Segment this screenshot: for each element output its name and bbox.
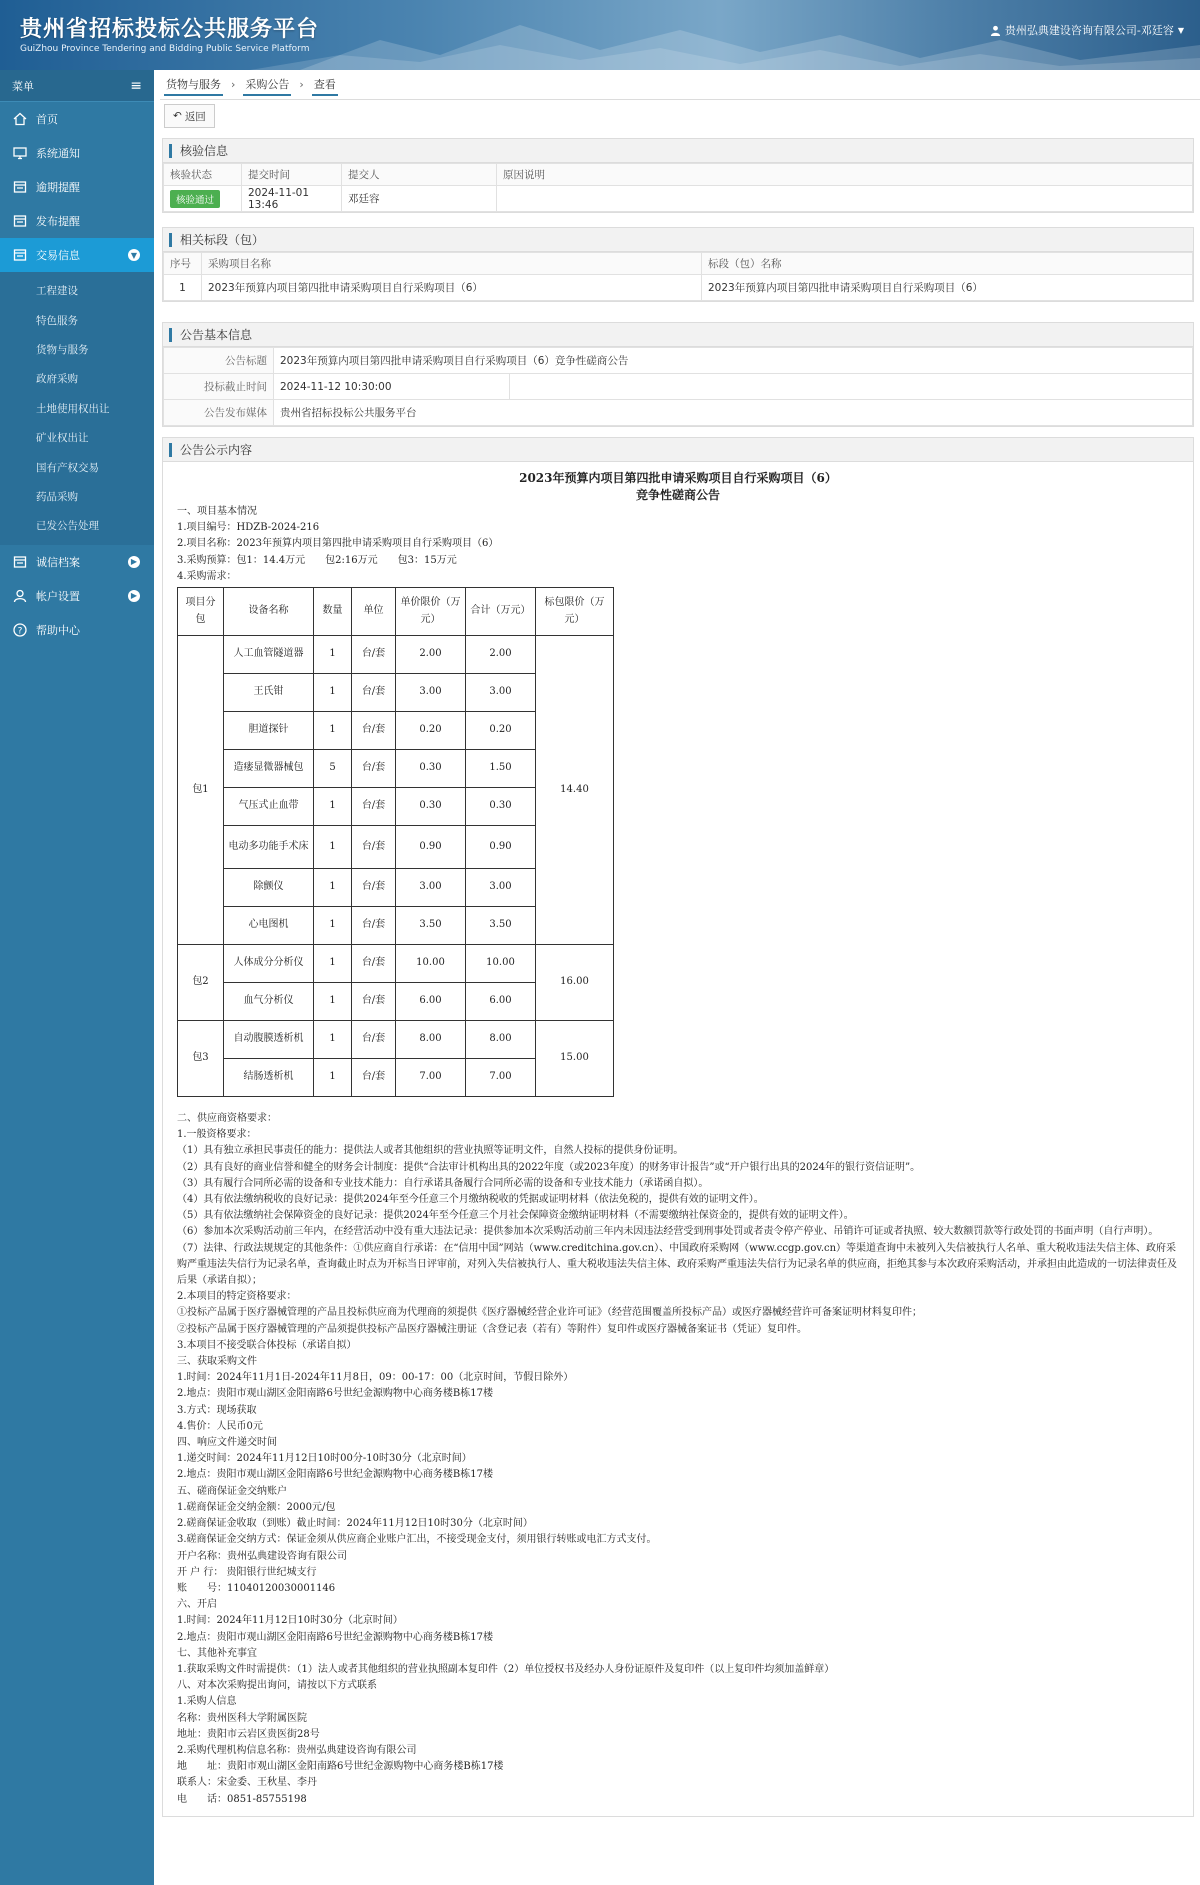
- field-value: 贵州省招标投标公共服务平台: [274, 400, 1193, 426]
- panel-header: [163, 228, 1193, 252]
- total: 2.00: [466, 636, 536, 674]
- text-line: 七、其他补充事宜: [177, 1647, 257, 1659]
- column-header: 标段（包）名称: [702, 253, 1193, 275]
- sidebar-item-label: 系统通知: [36, 147, 80, 160]
- site-title: 贵州省招标投标公共服务平台: [20, 17, 320, 42]
- column-header: 合计（万元）: [466, 588, 536, 636]
- text-line: （2）具有良好的商业信誉和健全的财务会计制度：提供“合法审计机构出具的2022年度（或2023年度）的财务审计报告”或“开户银行出具的2024年的银行资信证明”。: [177, 1161, 921, 1173]
- text-line: 八、对本次采购提出询问，请按以下方式联系: [177, 1680, 377, 1692]
- unit: 台/套: [352, 983, 396, 1021]
- column-header: 设备名称: [224, 588, 314, 636]
- column-header: 提交人: [342, 164, 497, 186]
- total: 3.00: [466, 869, 536, 907]
- document-icon: [12, 179, 28, 195]
- package-limit: 14.40: [536, 636, 614, 945]
- panel-title: 相关标段（包）: [180, 233, 265, 247]
- column-header: 序号: [164, 253, 202, 275]
- package-name: 包3: [178, 1021, 224, 1097]
- field-value: 2024-11-12 10:30:00: [274, 374, 510, 400]
- sidebar: [0, 70, 154, 1885]
- text-line: 3.方式：现场获取: [177, 1404, 257, 1416]
- main-content: [160, 70, 1200, 1885]
- verify-table: [163, 163, 1193, 212]
- column-header: 单位: [352, 588, 396, 636]
- total: 8.00: [466, 1021, 536, 1059]
- monitor-icon: [12, 145, 28, 161]
- user-icon: [12, 588, 28, 604]
- table-row: [178, 636, 614, 674]
- text-line: 三、获取采购文件: [177, 1356, 257, 1368]
- text-line: 4.采购需求：: [177, 570, 237, 582]
- user-name: 贵州弘典建设咨询有限公司-邓廷容: [1004, 24, 1174, 37]
- unit-price: 3.50: [396, 907, 466, 945]
- intro-section: [177, 504, 1179, 585]
- text-line: 1.一般资格要求：: [177, 1129, 257, 1141]
- sidebar-item-publish[interactable]: [0, 204, 154, 238]
- doc-title: 2023年预算内项目第四批申请采购项目自行采购项目（6）: [519, 471, 837, 485]
- unit: 台/套: [352, 1021, 396, 1059]
- device-name: 胆道探针: [224, 712, 314, 750]
- quantity: 1: [314, 869, 352, 907]
- unit-price: 3.00: [396, 869, 466, 907]
- table-row: [178, 945, 614, 983]
- text-line: 1.项目编号：HDZB-2024-216: [177, 522, 320, 534]
- device-name: 血气分析仪: [224, 983, 314, 1021]
- total: 0.20: [466, 712, 536, 750]
- unit: 台/套: [352, 945, 396, 983]
- sidebar-item-credit[interactable]: [0, 545, 154, 579]
- body-section: [177, 1111, 1179, 1808]
- text-line: 1.递交时间：2024年11月12日10时00分-10时30分（北京时间）: [177, 1453, 472, 1465]
- text-line: 四、响应文件递交时间: [177, 1437, 277, 1449]
- reason: [497, 186, 1193, 212]
- status-badge: 核验通过: [170, 190, 220, 208]
- table-row: [178, 1021, 614, 1059]
- home-icon: [12, 111, 28, 127]
- device-name: 结肠透析机: [224, 1059, 314, 1097]
- sidebar-item-notice[interactable]: [0, 136, 154, 170]
- sidebar-item-account[interactable]: [0, 579, 154, 613]
- content-panel: [162, 437, 1194, 1817]
- sidebar-item-label: 交易信息: [36, 249, 80, 262]
- total: 3.50: [466, 907, 536, 945]
- top-header: [0, 0, 1200, 70]
- text-line: 1.时间：2024年11月1日-2024年11月8日，09：00-17：00（北京时间，节假日除外）: [177, 1372, 574, 1384]
- column-header: 单价限价（万元）: [396, 588, 466, 636]
- submenu-item[interactable]: 国有产权交易: [36, 461, 99, 474]
- unit-price: 0.30: [396, 788, 466, 826]
- submenu-item[interactable]: 特色服务: [36, 314, 78, 327]
- table-row: [164, 348, 1193, 374]
- text-line: 五、磋商保证金交纳账户: [177, 1485, 287, 1497]
- sidebar-item-trade[interactable]: [0, 238, 154, 272]
- trade-submenu: [0, 272, 154, 545]
- unit: 台/套: [352, 674, 396, 712]
- menu-toggle-icon[interactable]: ≡: [130, 77, 142, 94]
- back-button[interactable]: [164, 104, 215, 128]
- chevron-right-icon: ▶: [128, 556, 140, 568]
- user-menu[interactable]: [990, 22, 1184, 38]
- text-line: 2.地点：贵阳市观山湖区金阳南路6号世纪金源购物中心商务楼B栋17楼: [177, 1469, 493, 1481]
- column-header: 采购项目名称: [202, 253, 702, 275]
- panel-header: [163, 139, 1193, 163]
- text-line: 联系人：宋金委、王秋星、李丹: [177, 1777, 317, 1789]
- document-icon: [12, 247, 28, 263]
- submenu-item[interactable]: 工程建设: [36, 285, 78, 298]
- quantity: 5: [314, 750, 352, 788]
- text-line: 3.本项目不接受联合体投标（承诺自拟）: [177, 1339, 357, 1351]
- breadcrumb-separator-icon: ›: [299, 78, 304, 91]
- chevron-down-icon: ▼: [128, 249, 140, 261]
- device-name: 自动腹膜透析机: [224, 1021, 314, 1059]
- text-line: 地 址：贵阳市观山湖区金阳南路6号世纪金源购物中心商务楼B栋17楼: [177, 1761, 504, 1773]
- text-line: 地址：贵阳市云岩区贵医街28号: [177, 1728, 320, 1740]
- text-line: 4.售价：人民币0元: [177, 1420, 263, 1432]
- device-name: 人体成分分析仪: [224, 945, 314, 983]
- sidebar-item-label: 逾期提醒: [36, 181, 80, 194]
- text-line: （5）具有依法缴纳社会保障资金的良好记录：提供2024年至今任意三个月社会保障资金缴纳证明材料（不需要缴纳社保资金的，提供有效的证明文件）。: [177, 1210, 854, 1222]
- unit-price: 8.00: [396, 1021, 466, 1059]
- help-icon: [12, 622, 28, 638]
- total: 1.50: [466, 750, 536, 788]
- svg-text:?: ?: [17, 626, 23, 637]
- total: 7.00: [466, 1059, 536, 1097]
- breadcrumb-separator-icon: ›: [231, 78, 236, 91]
- table-row: [164, 400, 1193, 426]
- text-line: 3.采购预算：包1：14.4万元 包2:16万元 包3：15万元: [177, 554, 457, 566]
- section-name: 2023年预算内项目第四批申请采购项目自行采购项目（6）: [702, 275, 1193, 301]
- package-name: 包1: [178, 636, 224, 945]
- unit: 台/套: [352, 1059, 396, 1097]
- unit: 台/套: [352, 788, 396, 826]
- column-header: 核验状态: [164, 164, 242, 186]
- doc-subtitle: 竞争性磋商公告: [635, 488, 720, 502]
- column-header: 标包限价（万元）: [536, 588, 614, 636]
- panel-title: 公告公示内容: [180, 443, 253, 457]
- text-line: 2.磋商保证金收取（到账）截止时间：2024年11月12日10时30分（北京时间）: [177, 1518, 533, 1530]
- quantity: 1: [314, 1059, 352, 1097]
- panel-title: 核验信息: [180, 144, 229, 158]
- document-icon: [12, 213, 28, 229]
- quantity: 1: [314, 712, 352, 750]
- column-header: 提交时间: [242, 164, 342, 186]
- unit: 台/套: [352, 712, 396, 750]
- device-name: 王氏钳: [224, 674, 314, 712]
- menu-label: 菜单: [12, 79, 34, 93]
- breadcrumb-item-current: 查看: [312, 74, 338, 96]
- panel-header: [163, 438, 1193, 462]
- unit: 台/套: [352, 750, 396, 788]
- unit: 台/套: [352, 907, 396, 945]
- sidebar-item-label: 首页: [36, 113, 58, 126]
- verify-panel: [162, 138, 1194, 213]
- text-line: 一、项目基本情况: [177, 506, 257, 517]
- unit-price: 10.00: [396, 945, 466, 983]
- chevron-right-icon: ▶: [128, 590, 140, 602]
- text-line: 2.采购代理机构信息名称：贵州弘典建设咨询有限公司: [177, 1744, 417, 1756]
- unit-price: 3.00: [396, 674, 466, 712]
- requirements-table: [177, 587, 614, 1097]
- unit: 台/套: [352, 826, 396, 869]
- user-icon: [990, 25, 1001, 36]
- text-line: 二、供应商资格要求：: [177, 1113, 277, 1125]
- quantity: 1: [314, 983, 352, 1021]
- text-line: 名称：贵州医科大学附属医院: [177, 1712, 307, 1724]
- text-line: 2.项目名称：2023年预算内项目第四批申请采购项目自行采购项目（6）: [177, 538, 499, 550]
- submenu-item[interactable]: 药品采购: [36, 490, 78, 503]
- column-header: 数量: [314, 588, 352, 636]
- document-icon: [12, 554, 28, 570]
- text-line: 2.地点：贵阳市观山湖区金阳南路6号世纪金源购物中心商务楼B栋17楼: [177, 1388, 493, 1400]
- column-header: 项目分包: [178, 588, 224, 636]
- package-name: 包2: [178, 945, 224, 1021]
- text-line: （3）具有履行合同所必需的设备和专业技术能力：自行承诺具备履行合同所必需的设备和专业技术能力（承诺函自拟）。: [177, 1177, 709, 1189]
- submenu-item[interactable]: 政府采购: [36, 373, 78, 386]
- row-number: 1: [164, 275, 202, 301]
- total: 6.00: [466, 983, 536, 1021]
- unit: 台/套: [352, 869, 396, 907]
- submitter: 邓廷容: [342, 186, 497, 212]
- caret-down-icon: ▼: [1177, 25, 1184, 35]
- device-name: 电动多功能手术床: [224, 826, 314, 869]
- unit-price: 0.90: [396, 826, 466, 869]
- text-line: 六、开启: [177, 1599, 217, 1611]
- total: 3.00: [466, 674, 536, 712]
- submenu-item[interactable]: 土地使用权出让: [36, 402, 110, 415]
- breadcrumb-item[interactable]: 采购公告: [243, 74, 291, 96]
- table-row: [164, 186, 1193, 212]
- toolbar: [160, 100, 1200, 132]
- submenu-item[interactable]: 矿业权出让: [36, 432, 89, 445]
- sidebar-item-label: 帐户设置: [36, 589, 80, 603]
- quantity: 1: [314, 945, 352, 983]
- text-line: ①投标产品属于医疗器械管理的产品且投标供应商为代理商的须提供《医疗器械经营企业许可证》（经营范围覆盖所投标产品）或医疗器械经营许可备案证明材料复印件；: [177, 1307, 922, 1319]
- unit-price: 0.30: [396, 750, 466, 788]
- text-line: 3.磋商保证金交纳方式：保证金须从供应商企业账户汇出，不接受现金支付，须用银行转账或电汇方式支付。: [177, 1534, 657, 1546]
- unit-price: 0.20: [396, 712, 466, 750]
- device-name: 气压式止血带: [224, 788, 314, 826]
- table-row: [164, 275, 1193, 301]
- unit: 台/套: [352, 636, 396, 674]
- quantity: 1: [314, 788, 352, 826]
- sidebar-item-overdue[interactable]: [0, 170, 154, 204]
- sections-table: [163, 252, 1193, 301]
- quantity: 1: [314, 674, 352, 712]
- back-label: 返回: [184, 110, 206, 123]
- breadcrumb: [160, 70, 1200, 100]
- back-arrow-icon: ↶: [173, 110, 182, 122]
- total: 10.00: [466, 945, 536, 983]
- unit-price: 2.00: [396, 636, 466, 674]
- text-line: （7）法律、行政法规规定的其他条件：①供应商自行承诺：在“信用中国”网站（www.creditchina.gov.cn）、中国政府采购网（www.ccgp.gov.cn）等渠道查询中未被列入失信被执行人名单、重大税收违法失信主体、政府采购严重违法失信行为记录名单，查询截止时点为开标当日评审前，对列入失信被执行人、重大税收违法失信主体、政府采购严重违法失信行为记录名单的供应商，拒绝其参与本次政府采购活动，并承担由此造成的一切法律责任及后果（承诺自拟）；: [177, 1242, 1177, 1287]
- text-line: 1.磋商保证金交纳金额：2000元/包: [177, 1501, 336, 1513]
- breadcrumb-item[interactable]: 货物与服务: [164, 74, 223, 96]
- field-label: 公告标题: [164, 348, 274, 374]
- package-limit: 16.00: [536, 945, 614, 1021]
- table-row: [164, 374, 1193, 400]
- text-line: 账 号：11040120030001146: [177, 1582, 336, 1594]
- text-line: 开 户 行： 贵阳银行世纪城支行: [177, 1566, 317, 1578]
- text-line: 2.地点：贵阳市观山湖区金阳南路6号世纪金源购物中心商务楼B栋17楼: [177, 1631, 493, 1643]
- text-line: （4）具有依法缴纳税收的良好记录：提供2024年至今任意三个月缴纳税收的凭据或证明材料（依法免税的，提供有效的证明文件）。: [177, 1194, 764, 1206]
- sidebar-item-home[interactable]: [0, 102, 154, 136]
- basic-info-panel: [162, 322, 1194, 427]
- unit-price: 7.00: [396, 1059, 466, 1097]
- sections-panel: [162, 227, 1194, 302]
- announcement-body: [163, 462, 1193, 1816]
- text-line: 开户名称：贵州弘典建设咨询有限公司: [177, 1550, 347, 1562]
- device-name: 除颤仪: [224, 869, 314, 907]
- unit-price: 6.00: [396, 983, 466, 1021]
- quantity: 1: [314, 907, 352, 945]
- basic-info-table: [163, 347, 1193, 426]
- text-line: （6）参加本次采购活动前三年内，在经营活动中没有重大违法记录：提供参加本次采购活动前三年内未因违法经营受到刑事处罚或者责令停产停业、吊销许可证或者执照、较大数额罚款等行政处罚的书面声明（自行声明）。: [177, 1226, 1159, 1238]
- device-name: 人工血管隧道器: [224, 636, 314, 674]
- panel-header: [163, 323, 1193, 347]
- text-line: 1.获取采购文件时需提供：（1）法人或者其他组织的营业执照副本复印件（2）单位授权书及经办人身份证原件及复印件（以上复印件均须加盖鲜章）: [177, 1663, 835, 1675]
- field-value: 2023年预算内项目第四批申请采购项目自行采购项目（6）竞争性磋商公告: [274, 348, 1193, 374]
- quantity: 1: [314, 826, 352, 869]
- text-line: 1.时间：2024年11月12日10时30分（北京时间）: [177, 1615, 403, 1627]
- project-name: 2023年预算内项目第四批申请采购项目自行采购项目（6）: [202, 275, 702, 301]
- quantity: 1: [314, 1021, 352, 1059]
- field-label: 公告发布媒体: [164, 400, 274, 426]
- panel-title: 公告基本信息: [180, 328, 253, 342]
- submenu-item[interactable]: 已发公告处理: [36, 520, 99, 533]
- device-name: 造瘘显微器械包: [224, 750, 314, 788]
- package-limit: 15.00: [536, 1021, 614, 1097]
- text-line: （1）具有独立承担民事责任的能力：提供法人或者其他组织的营业执照等证明文件，自然人投标的提供身份证明。: [177, 1145, 684, 1157]
- column-header: 原因说明: [497, 164, 1193, 186]
- sidebar-item-help[interactable]: [0, 613, 154, 647]
- submenu-item[interactable]: 货物与服务: [36, 343, 89, 356]
- text-line: 1.采购人信息: [177, 1696, 237, 1708]
- total: 0.90: [466, 826, 536, 869]
- sidebar-item-label: 发布提醒: [36, 215, 80, 228]
- sidebar-item-label: 诚信档案: [36, 555, 80, 569]
- text-line: ②投标产品属于医疗器械管理的产品须提供投标产品医疗器械注册证（含登记表（若有）等附件）复印件或医疗器械备案证书（凭证）复印件。: [177, 1323, 807, 1335]
- menu-header: [0, 70, 154, 102]
- text-line: 电 话：0851-85755198: [177, 1793, 307, 1805]
- text-line: 2.本项目的特定资格要求：: [177, 1291, 297, 1303]
- device-name: 心电图机: [224, 907, 314, 945]
- site-subtitle: GuiZhou Province Tendering and Bidding Public Service Platform: [20, 44, 310, 54]
- sidebar-item-label: 帮助中心: [36, 623, 80, 637]
- total: 0.30: [466, 788, 536, 826]
- quantity: 1: [314, 636, 352, 674]
- submit-time: 2024-11-01 13:46: [242, 186, 342, 212]
- field-label: 投标截止时间: [164, 374, 274, 400]
